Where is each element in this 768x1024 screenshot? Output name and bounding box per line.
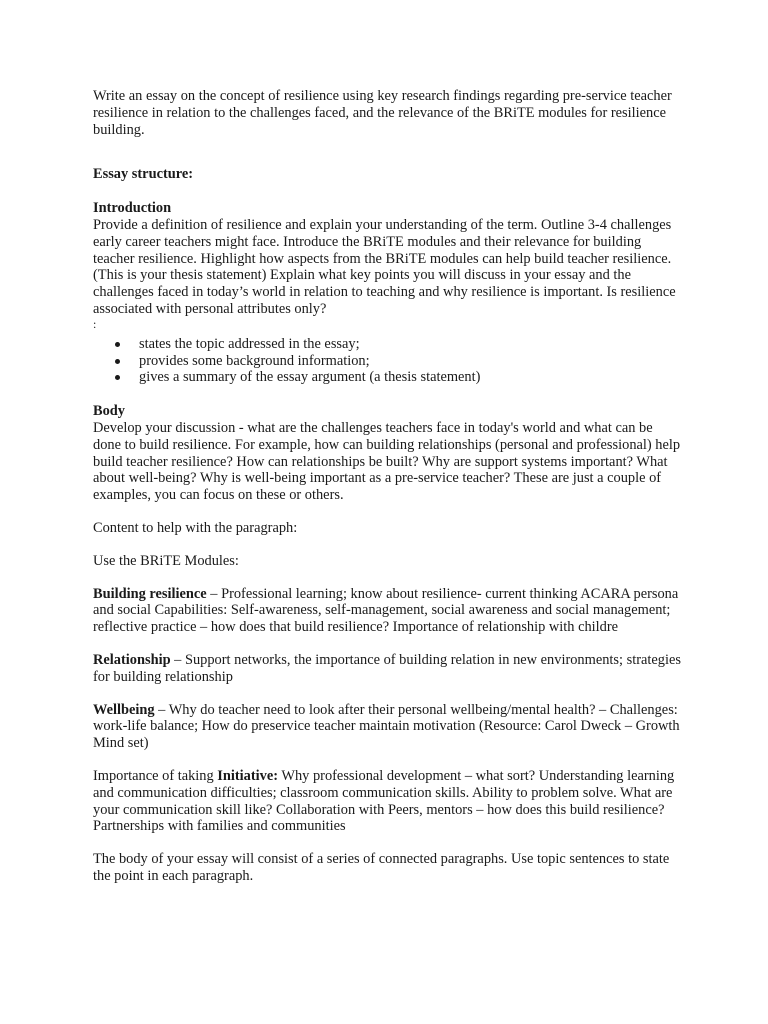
building-resilience-text: – Professional learning; know about resilience- current thinking ACARA persona and social Capabilities: Self-awareness, self-management, social awareness and social management; reflective practice – how does that build resilience? Importance of relationship with childre xyxy=(93,585,679,636)
essay-prompt: Write an essay on the concept of resilience using key research findings regarding pre-service teacher resilience in relation to the challenges faced, and the relevance of the BRiTE modules for resilience building. xyxy=(93,88,672,138)
body-text: Develop your discussion - what are the challenges teachers face in today's world and what can be done to build resilience. For example, how can building relationships (personal and professional) help build teacher resilience? How can relationships be built? Why are support systems important? What about well-being? Why is well-being important as a pre-service teacher? These are just a couple of examples, you can focus on these or others. xyxy=(93,419,681,504)
building-resilience-paragraph xyxy=(93,586,683,636)
document-page xyxy=(93,88,683,885)
wellbeing-text: – Why do teacher need to look after their personal wellbeing/mental health? – Challenges: work-life balance; How do preservice teacher maintain motivation (Resource: Carol Dweck – Growth Mind set) xyxy=(93,701,680,752)
list-item xyxy=(93,353,683,370)
initiative-text: Why professional development – what sort? Understanding learning and communication difficulties; classroom communication skills. Ability to problem solve. What are your communication skill like? Collaboration with Peers, mentors – how does this build resilience? Partnerships with families and communities xyxy=(93,767,675,835)
relationship-text: – Support networks, the importance of building relation in new environments; strategies for building relationship xyxy=(93,651,681,685)
use-modules-text: Use the BRiTE Modules: xyxy=(93,552,239,569)
bullet-text: gives a summary of the essay argument (a thesis statement) xyxy=(139,369,481,386)
bullet-icon xyxy=(115,342,120,347)
list-item xyxy=(93,336,683,353)
initiative-paragraph xyxy=(93,768,683,835)
initiative-label: Initiative: xyxy=(217,767,279,784)
introduction-colon: : xyxy=(93,316,97,331)
body-heading: Body xyxy=(93,403,125,420)
initiative-prefix: Importance of taking xyxy=(93,767,218,784)
content-help-text: Content to help with the paragraph: xyxy=(93,519,298,536)
wellbeing-label: Wellbeing xyxy=(93,701,155,718)
list-item xyxy=(93,369,683,386)
wellbeing-paragraph xyxy=(93,702,683,752)
introduction-heading: Introduction xyxy=(93,200,172,217)
relationship-label: Relationship xyxy=(93,651,171,668)
relationship-paragraph xyxy=(93,652,683,686)
bullet-icon xyxy=(115,375,120,380)
introduction-text: Provide a definition of resilience and explain your understanding of the term. Outline 3-4 challenges early career teachers might face. Introduce the BRiTE modules and their relevance for building teacher resilience. Highlight how aspects from the BRiTE modules can help build teacher resilience. (This is your thesis statement) Explain what key points you will discuss in your essay and the challenges faced in today’s world in relation to teaching and why resilience is important. Is resilience associated with personal attributes only? xyxy=(93,216,676,317)
closing-paragraph: The body of your essay will consist of a series of connected paragraphs. Use topic sentences to state the point in each paragraph. xyxy=(93,851,670,884)
essay-structure-heading: Essay structure: xyxy=(93,166,194,183)
bullet-icon xyxy=(115,359,120,364)
building-resilience-label: Building resilience xyxy=(93,585,207,602)
bullet-text: provides some background information; xyxy=(139,352,370,369)
bullet-text: states the topic addressed in the essay; xyxy=(139,335,360,352)
introduction-bullet-list xyxy=(93,336,683,386)
